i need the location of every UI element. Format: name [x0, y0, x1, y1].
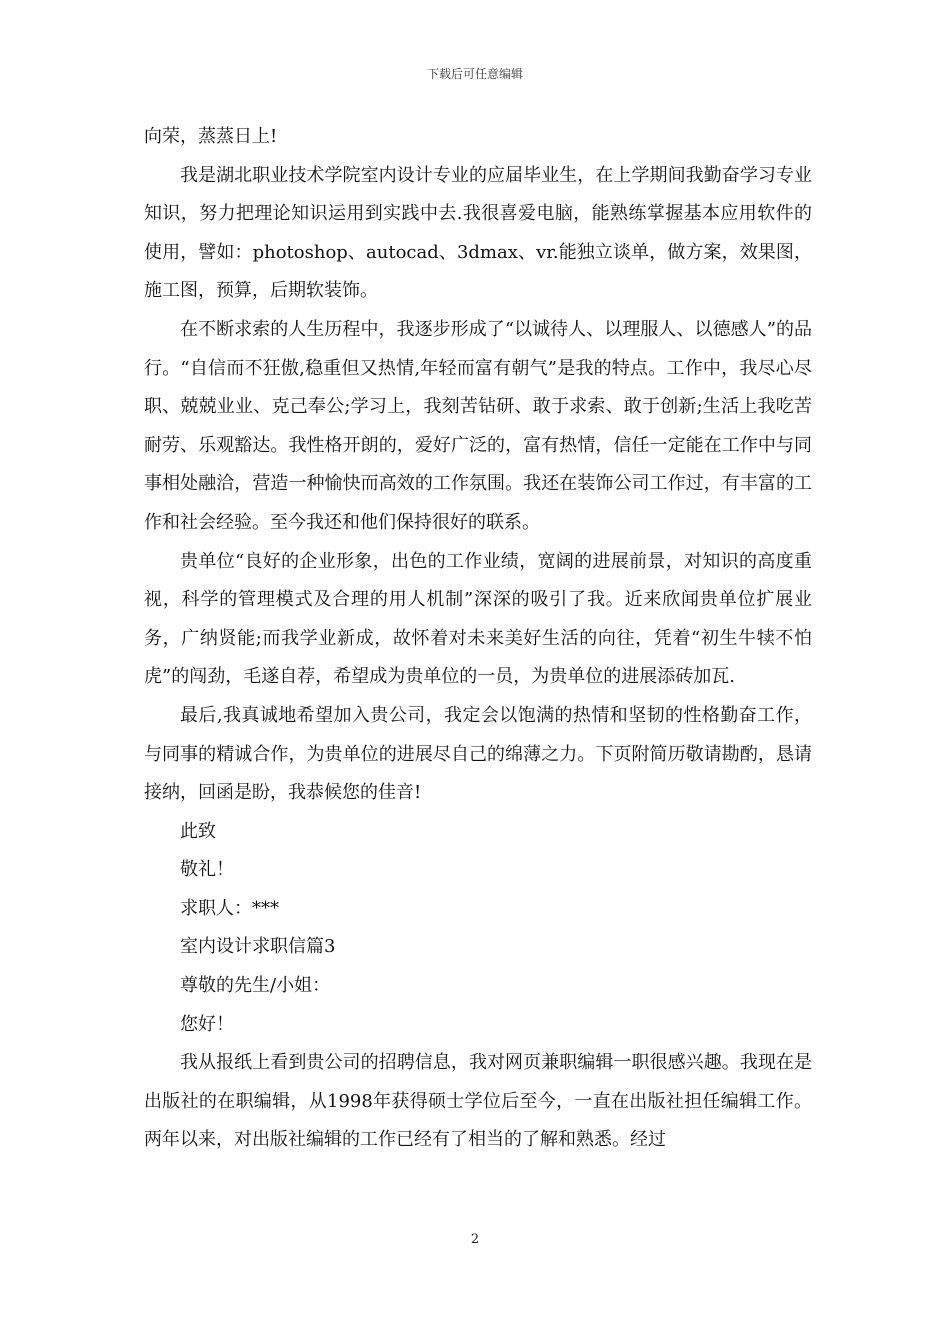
section-heading: 室内设计求职信篇3: [180, 936, 336, 958]
salutation-jingli: 敬礼！: [180, 859, 234, 881]
page-header: 下载后可任意编辑: [426, 67, 523, 81]
document-body: [144, 118, 812, 1160]
salutation-zhici: 此致: [180, 820, 216, 842]
letter-greeting: 尊敬的先生/小姐：: [180, 975, 331, 997]
page-number: 2: [470, 1232, 480, 1247]
paragraph-company-appeal: 贵单位“良好的企业形象，出色的工作业绩，宽阔的进展前景，对知识的高度重视，科学的管理模式及合理的用人机制”深深的吸引了我。近来欣闻贵单位扩展业务，广纳贤能;而我学业新成，故怀着对未来美好生活的向往，凭着“初生牛犊不怕虎”的闯劲，毛遂自荐，希望成为贵单位的一员，为贵单位的进展添砖加瓦.: [144, 550, 812, 688]
signature-applicant: 求职人：***: [180, 897, 279, 919]
paragraph-closing: 最后,我真诚地希望加入贵公司，我定会以饱满的热情和坚韧的性格勤奋工作，与同事的精诚合作，为贵单位的进展尽自己的绵薄之力。下页附简历敬请勘酌，恳请接纳，回函是盼，我恭候您的佳音!: [144, 704, 812, 804]
paragraph-character: 在不断求索的人生历程中，我逐步形成了“以诚待人、以理服人、以德感人”的品行。“自信而不狂傲,稳重但又热情,年轻而富有朝气”是我的特点。工作中，我尽心尽职、兢兢业业、克己奉公;学习上，我刻苦钻研、敢于求索、敢于创新;生活上我吃苦耐劳、乐观豁达。我性格开朗的，爱好广泛的，富有热情，信任一定能在工作中与同事相处融洽，营造一种愉快而高效的工作氛围。我还在装饰公司工作过，有丰富的工作和社会经验。至今我还和他们保持很好的联系。: [144, 318, 812, 533]
paragraph-new-letter: 我从报纸上看到贵公司的招聘信息，我对网页兼职编辑一职很感兴趣。我现在是出版社的在职编辑，从1998年获得硕士学位后至今，一直在出版社担任编辑工作。两年以来，对出版社编辑的工作已经有了相当的了解和熟悉。经过: [144, 1052, 812, 1151]
paragraph-continuation: 向荣，蒸蒸日上!: [144, 126, 278, 147]
letter-hello: 您好！: [180, 1013, 234, 1035]
paragraph-introduction: 我是湖北职业技术学院室内设计专业的应届毕业生，在上学期间我勤奋学习专业知识，努力把理论知识运用到实践中去.我很喜爱电脑，能熟练掌握基本应用软件的使用，譬如：photoshop、autocad、3dmax、vr.能独立谈单，做方案，效果图，施工图，预算，后期软装饰。: [144, 164, 812, 302]
